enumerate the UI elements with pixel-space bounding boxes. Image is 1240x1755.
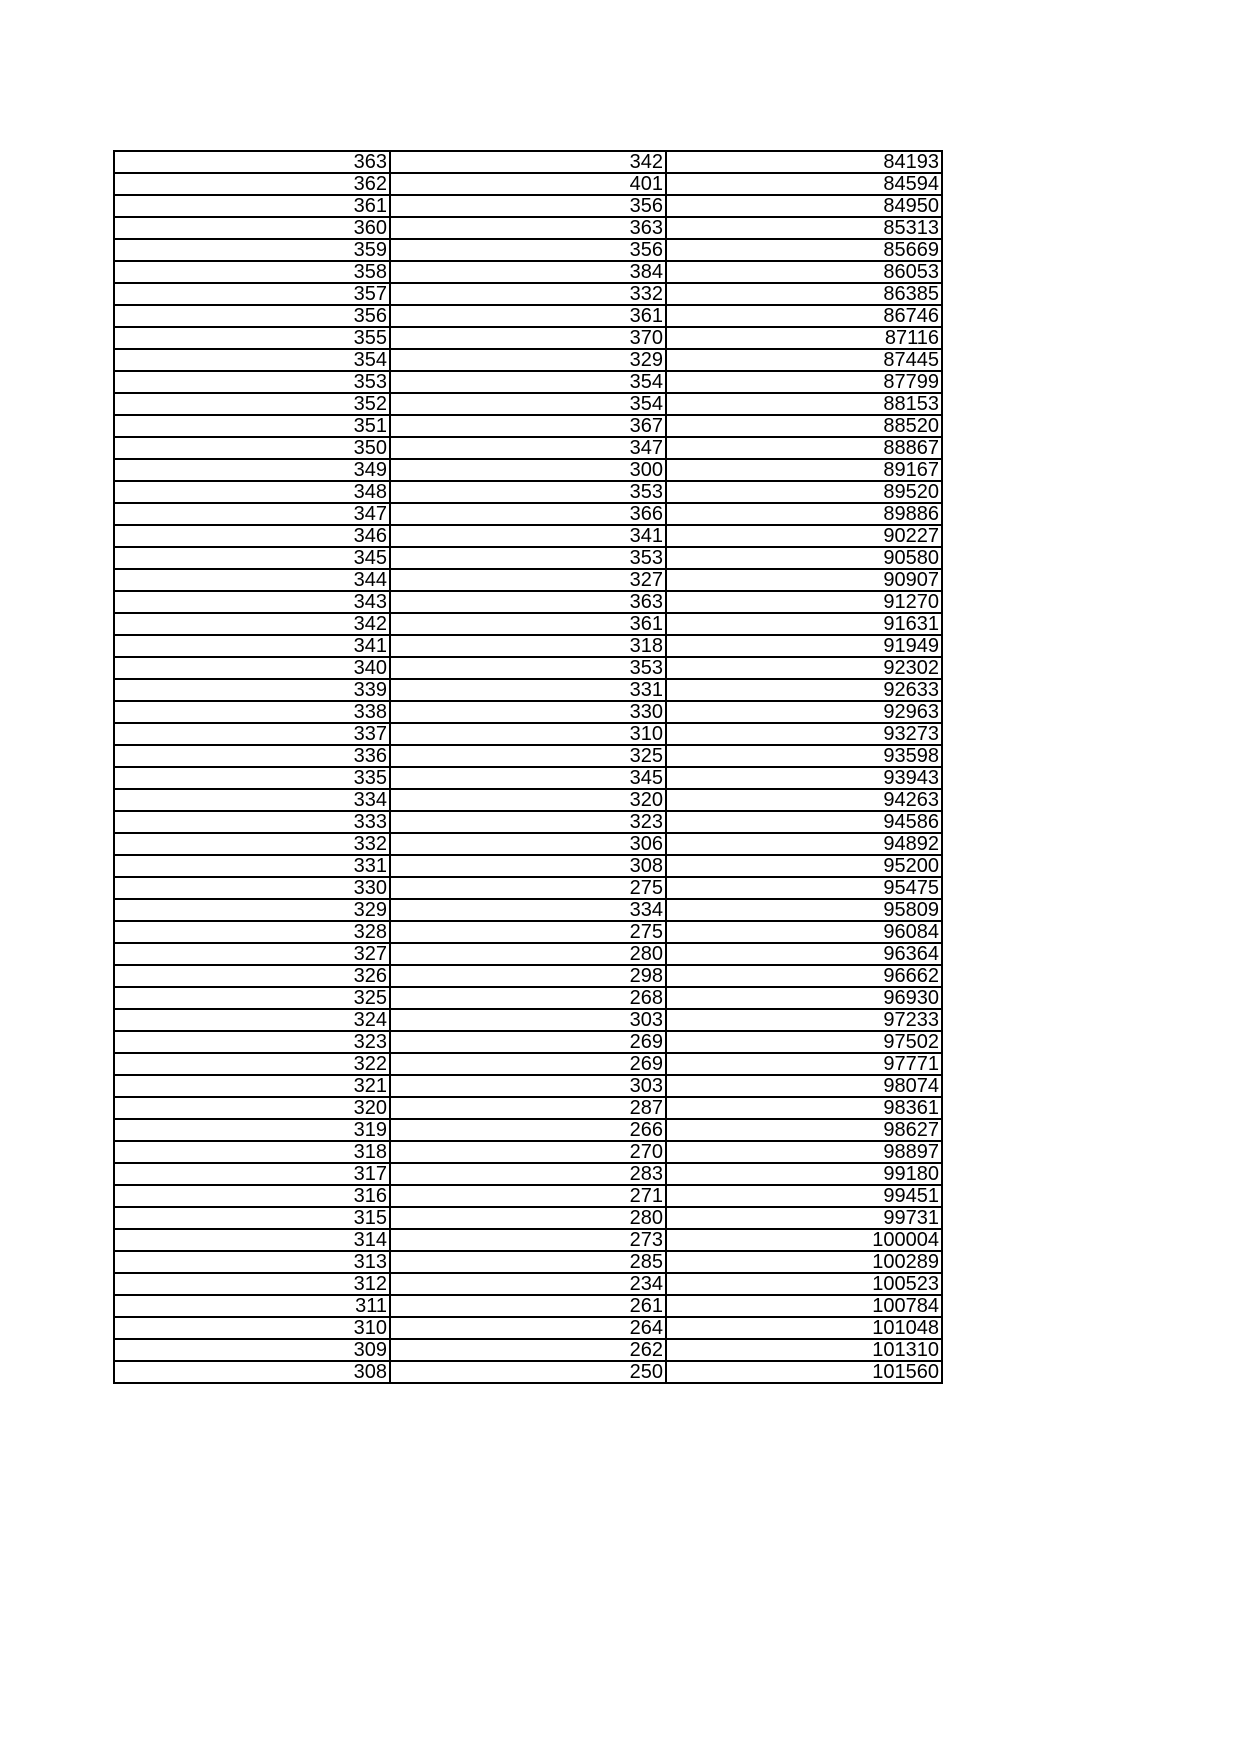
cumulative-cell: 84950 (666, 195, 942, 217)
table-row (114, 789, 942, 811)
count-cell: 345 (390, 767, 666, 789)
count-cell: 367 (390, 415, 666, 437)
table-row (114, 371, 942, 393)
cumulative-cell: 93598 (666, 745, 942, 767)
count-cell: 283 (390, 1163, 666, 1185)
count-cell: 264 (390, 1317, 666, 1339)
cumulative-cell: 86053 (666, 261, 942, 283)
count-cell: 363 (390, 591, 666, 613)
score-cell: 350 (114, 437, 390, 459)
score-cell: 344 (114, 569, 390, 591)
cumulative-cell: 93273 (666, 723, 942, 745)
score-cell: 329 (114, 899, 390, 921)
score-cell: 347 (114, 503, 390, 525)
cumulative-cell: 96662 (666, 965, 942, 987)
count-cell: 320 (390, 789, 666, 811)
score-cell: 309 (114, 1339, 390, 1361)
score-cell: 341 (114, 635, 390, 657)
cumulative-cell: 94586 (666, 811, 942, 833)
score-cell: 351 (114, 415, 390, 437)
cumulative-cell: 96084 (666, 921, 942, 943)
count-cell: 318 (390, 635, 666, 657)
cumulative-cell: 88153 (666, 393, 942, 415)
table-row (114, 657, 942, 679)
cumulative-cell: 89520 (666, 481, 942, 503)
table-row (114, 613, 942, 635)
score-cell: 308 (114, 1361, 390, 1383)
count-cell: 250 (390, 1361, 666, 1383)
score-cell: 338 (114, 701, 390, 723)
score-cell: 325 (114, 987, 390, 1009)
count-cell: 261 (390, 1295, 666, 1317)
count-cell: 280 (390, 943, 666, 965)
cumulative-cell: 91270 (666, 591, 942, 613)
table-row (114, 877, 942, 899)
table-row (114, 459, 942, 481)
cumulative-cell: 84193 (666, 151, 942, 173)
score-cell: 363 (114, 151, 390, 173)
table-row (114, 283, 942, 305)
score-table (113, 150, 943, 1384)
count-cell: 268 (390, 987, 666, 1009)
cumulative-cell: 101048 (666, 1317, 942, 1339)
count-cell: 363 (390, 217, 666, 239)
score-cell: 349 (114, 459, 390, 481)
score-cell: 361 (114, 195, 390, 217)
score-cell: 321 (114, 1075, 390, 1097)
cumulative-cell: 98897 (666, 1141, 942, 1163)
score-cell: 357 (114, 283, 390, 305)
cumulative-cell: 92633 (666, 679, 942, 701)
cumulative-cell: 88520 (666, 415, 942, 437)
count-cell: 356 (390, 195, 666, 217)
score-cell: 334 (114, 789, 390, 811)
score-table-body (114, 151, 942, 1383)
count-cell: 323 (390, 811, 666, 833)
count-cell: 356 (390, 239, 666, 261)
table-row (114, 1295, 942, 1317)
score-cell: 312 (114, 1273, 390, 1295)
table-row (114, 1207, 942, 1229)
score-cell: 362 (114, 173, 390, 195)
score-cell: 326 (114, 965, 390, 987)
cumulative-cell: 97502 (666, 1031, 942, 1053)
table-row (114, 327, 942, 349)
cumulative-cell: 90580 (666, 547, 942, 569)
count-cell: 275 (390, 921, 666, 943)
table-row (114, 1317, 942, 1339)
count-cell: 353 (390, 657, 666, 679)
count-cell: 298 (390, 965, 666, 987)
cumulative-cell: 100289 (666, 1251, 942, 1273)
table-row (114, 1185, 942, 1207)
table-row (114, 987, 942, 1009)
score-cell: 358 (114, 261, 390, 283)
count-cell: 329 (390, 349, 666, 371)
table-row (114, 833, 942, 855)
cumulative-cell: 100004 (666, 1229, 942, 1251)
cumulative-cell: 89886 (666, 503, 942, 525)
cumulative-cell: 87445 (666, 349, 942, 371)
score-cell: 343 (114, 591, 390, 613)
score-cell: 324 (114, 1009, 390, 1031)
score-cell: 336 (114, 745, 390, 767)
table-row (114, 1097, 942, 1119)
table-row (114, 701, 942, 723)
score-cell: 328 (114, 921, 390, 943)
score-cell: 322 (114, 1053, 390, 1075)
table-row (114, 1229, 942, 1251)
cumulative-cell: 90227 (666, 525, 942, 547)
count-cell: 353 (390, 481, 666, 503)
count-cell: 234 (390, 1273, 666, 1295)
count-cell: 271 (390, 1185, 666, 1207)
cumulative-cell: 87116 (666, 327, 942, 349)
score-cell: 323 (114, 1031, 390, 1053)
count-cell: 347 (390, 437, 666, 459)
table-row (114, 305, 942, 327)
cumulative-cell: 86746 (666, 305, 942, 327)
cumulative-cell: 97233 (666, 1009, 942, 1031)
table-row (114, 1075, 942, 1097)
table-row (114, 569, 942, 591)
count-cell: 370 (390, 327, 666, 349)
count-cell: 361 (390, 613, 666, 635)
score-cell: 311 (114, 1295, 390, 1317)
table-row (114, 1053, 942, 1075)
count-cell: 353 (390, 547, 666, 569)
count-cell: 262 (390, 1339, 666, 1361)
cumulative-cell: 101560 (666, 1361, 942, 1383)
cumulative-cell: 84594 (666, 173, 942, 195)
count-cell: 332 (390, 283, 666, 305)
cumulative-cell: 93943 (666, 767, 942, 789)
table-row (114, 921, 942, 943)
count-cell: 280 (390, 1207, 666, 1229)
cumulative-cell: 90907 (666, 569, 942, 591)
score-cell: 331 (114, 855, 390, 877)
table-row (114, 173, 942, 195)
score-cell: 317 (114, 1163, 390, 1185)
table-row (114, 855, 942, 877)
cumulative-cell: 92963 (666, 701, 942, 723)
table-row (114, 1339, 942, 1361)
table-row (114, 239, 942, 261)
cumulative-cell: 94892 (666, 833, 942, 855)
score-cell: 340 (114, 657, 390, 679)
table-row (114, 811, 942, 833)
score-cell: 327 (114, 943, 390, 965)
score-cell: 355 (114, 327, 390, 349)
count-cell: 310 (390, 723, 666, 745)
cumulative-cell: 95475 (666, 877, 942, 899)
table-row (114, 1361, 942, 1383)
cumulative-cell: 95200 (666, 855, 942, 877)
score-cell: 337 (114, 723, 390, 745)
count-cell: 327 (390, 569, 666, 591)
cumulative-cell: 100523 (666, 1273, 942, 1295)
cumulative-cell: 92302 (666, 657, 942, 679)
count-cell: 273 (390, 1229, 666, 1251)
cumulative-cell: 91631 (666, 613, 942, 635)
score-cell: 339 (114, 679, 390, 701)
cumulative-cell: 98361 (666, 1097, 942, 1119)
table-row (114, 1141, 942, 1163)
cumulative-cell: 96364 (666, 943, 942, 965)
table-row (114, 1251, 942, 1273)
cumulative-cell: 97771 (666, 1053, 942, 1075)
table-row (114, 767, 942, 789)
count-cell: 303 (390, 1075, 666, 1097)
count-cell: 361 (390, 305, 666, 327)
score-cell: 314 (114, 1229, 390, 1251)
count-cell: 325 (390, 745, 666, 767)
count-cell: 334 (390, 899, 666, 921)
score-cell: 356 (114, 305, 390, 327)
score-cell: 346 (114, 525, 390, 547)
count-cell: 266 (390, 1119, 666, 1141)
count-cell: 269 (390, 1031, 666, 1053)
count-cell: 308 (390, 855, 666, 877)
cumulative-cell: 99180 (666, 1163, 942, 1185)
score-cell: 345 (114, 547, 390, 569)
count-cell: 300 (390, 459, 666, 481)
table-row (114, 437, 942, 459)
table-row (114, 547, 942, 569)
count-cell: 270 (390, 1141, 666, 1163)
cumulative-cell: 100784 (666, 1295, 942, 1317)
score-cell: 313 (114, 1251, 390, 1273)
score-cell: 353 (114, 371, 390, 393)
table-row (114, 635, 942, 657)
score-cell: 354 (114, 349, 390, 371)
count-cell: 287 (390, 1097, 666, 1119)
cumulative-cell: 94263 (666, 789, 942, 811)
count-cell: 285 (390, 1251, 666, 1273)
cumulative-cell: 88867 (666, 437, 942, 459)
count-cell: 342 (390, 151, 666, 173)
table-row (114, 899, 942, 921)
table-row (114, 965, 942, 987)
count-cell: 303 (390, 1009, 666, 1031)
table-row (114, 679, 942, 701)
table-row (114, 1163, 942, 1185)
score-cell: 333 (114, 811, 390, 833)
table-row (114, 195, 942, 217)
score-cell: 330 (114, 877, 390, 899)
cumulative-cell: 85669 (666, 239, 942, 261)
table-row (114, 393, 942, 415)
count-cell: 330 (390, 701, 666, 723)
table-row (114, 591, 942, 613)
cumulative-cell: 98074 (666, 1075, 942, 1097)
count-cell: 354 (390, 371, 666, 393)
score-cell: 316 (114, 1185, 390, 1207)
score-cell: 320 (114, 1097, 390, 1119)
cumulative-cell: 86385 (666, 283, 942, 305)
count-cell: 354 (390, 393, 666, 415)
cumulative-cell: 98627 (666, 1119, 942, 1141)
table-row (114, 503, 942, 525)
score-cell: 359 (114, 239, 390, 261)
count-cell: 306 (390, 833, 666, 855)
score-cell: 352 (114, 393, 390, 415)
score-cell: 332 (114, 833, 390, 855)
score-cell: 360 (114, 217, 390, 239)
cumulative-cell: 85313 (666, 217, 942, 239)
score-cell: 348 (114, 481, 390, 503)
count-cell: 275 (390, 877, 666, 899)
table-row (114, 415, 942, 437)
table-row (114, 151, 942, 173)
table-row (114, 1031, 942, 1053)
score-cell: 310 (114, 1317, 390, 1339)
table-row (114, 943, 942, 965)
table-row (114, 1009, 942, 1031)
table-row (114, 1119, 942, 1141)
table-row (114, 1273, 942, 1295)
score-cell: 319 (114, 1119, 390, 1141)
cumulative-cell: 95809 (666, 899, 942, 921)
table-row (114, 525, 942, 547)
cumulative-cell: 99451 (666, 1185, 942, 1207)
table-row (114, 745, 942, 767)
score-cell: 315 (114, 1207, 390, 1229)
table-row (114, 349, 942, 371)
count-cell: 366 (390, 503, 666, 525)
cumulative-cell: 89167 (666, 459, 942, 481)
score-cell: 342 (114, 613, 390, 635)
score-cell: 318 (114, 1141, 390, 1163)
table-row (114, 723, 942, 745)
cumulative-cell: 91949 (666, 635, 942, 657)
count-cell: 341 (390, 525, 666, 547)
count-cell: 384 (390, 261, 666, 283)
cumulative-cell: 87799 (666, 371, 942, 393)
table-row (114, 261, 942, 283)
count-cell: 331 (390, 679, 666, 701)
table-row (114, 217, 942, 239)
count-cell: 269 (390, 1053, 666, 1075)
count-cell: 401 (390, 173, 666, 195)
table-row (114, 481, 942, 503)
cumulative-cell: 99731 (666, 1207, 942, 1229)
cumulative-cell: 101310 (666, 1339, 942, 1361)
cumulative-cell: 96930 (666, 987, 942, 1009)
score-cell: 335 (114, 767, 390, 789)
